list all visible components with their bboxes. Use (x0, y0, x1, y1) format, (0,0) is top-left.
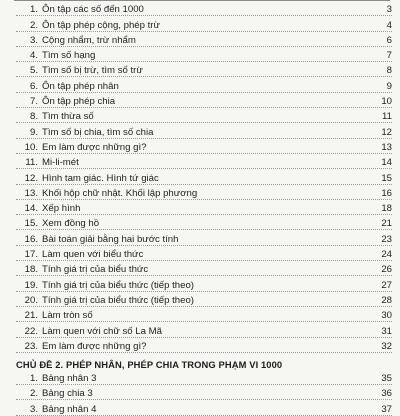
toc-entry-number: 1. (29, 4, 38, 16)
toc-entry-page: 21 (381, 218, 392, 230)
toc-entry-title: Cộng nhẩm, trừ nhẩm (42, 34, 136, 46)
toc-entry-number: 16. (24, 233, 38, 245)
toc-entry-title: Tìm số bị trừ, tìm số trừ (42, 65, 143, 77)
toc-entry-number: 13. (24, 187, 38, 199)
toc-entry-number: 11. (25, 157, 38, 169)
toc-entry-number: 3. (29, 34, 38, 46)
toc-entry-title: Bảng chia 3 (42, 388, 93, 400)
toc-entry-page: 4 (386, 19, 392, 31)
chapter-2-heading (16, 353, 392, 370)
toc-entry-number: 1. (29, 373, 38, 385)
toc-entry-number: 10. (24, 141, 38, 153)
toc-entry-page: 9 (386, 80, 392, 92)
toc-entry (16, 307, 392, 322)
toc-entry (16, 276, 392, 291)
toc-entry-number: 8. (29, 111, 38, 123)
toc-entry-number: 17. (24, 249, 38, 261)
toc-entry-title: Em làm được những gì? (42, 141, 147, 153)
toc-entry-number: 18. (24, 264, 38, 276)
toc-entry-title: Làm quen với chữ số La Mã (42, 325, 162, 337)
toc-entry-page: 23 (381, 233, 392, 245)
toc-entry-page: 3 (386, 4, 392, 16)
toc-entry (16, 338, 392, 353)
toc-entry (16, 215, 392, 230)
toc-entry-page: 35 (381, 373, 392, 385)
toc-entry-title: Xem đồng hồ (42, 218, 100, 230)
toc-entry-title: Làm tròn số (42, 310, 93, 322)
toc-entry (16, 154, 392, 169)
toc-entry-title: Tính giá trị của biểu thức (42, 264, 149, 276)
toc-entry-title: Bảng nhân 4 (42, 403, 97, 415)
toc-entry-page: 12 (381, 126, 392, 138)
toc-entry-page: 26 (381, 264, 392, 276)
toc-entry-page: 36 (381, 388, 392, 400)
toc-entry-number: 5. (29, 65, 38, 77)
toc-entry (16, 169, 392, 184)
toc-entry-page: 11 (382, 111, 392, 123)
toc-entry-number: 23. (24, 340, 38, 352)
toc-entry (16, 123, 392, 138)
toc-entry-title: Hình tam giác. Hình tứ giác (42, 172, 159, 184)
toc-entry-title: Tìm số hạng (42, 50, 96, 62)
toc-entry (16, 292, 392, 307)
toc-entry-number: 15. (24, 218, 38, 230)
toc-entry-page: 14 (381, 157, 392, 169)
toc-entry-number: 3. (29, 403, 38, 415)
toc-entry (16, 185, 392, 200)
toc-entry-title: Tính giá trị của biểu thức (tiếp theo) (42, 279, 195, 291)
toc-entry (16, 261, 392, 276)
toc-entry-title: Tính giá trị của biểu thức (tiếp theo) (42, 294, 195, 306)
toc-entry-title: Em làm được những gì? (42, 340, 147, 352)
toc-entry (16, 108, 392, 123)
chapter-2-title: CHỦ ĐỀ 2. PHÉP NHÂN, PHÉP CHIA TRONG PHẠM VI 1000 (16, 358, 283, 370)
toc-entry-title: Tìm số bị chia, tìm số chia (42, 126, 154, 138)
toc-entry-page: 32 (381, 340, 392, 352)
toc-entry-page: 27 (381, 279, 392, 291)
toc-entry-number: 21. (24, 310, 38, 322)
toc-entry (16, 139, 392, 154)
chapter-1-list (16, 1, 392, 353)
toc-entry-title: Bảng nhân 3 (42, 373, 97, 385)
toc-entry (16, 93, 392, 108)
toc-entry-page: 16 (381, 187, 392, 199)
toc-entry-title: Xếp hình (42, 203, 81, 215)
toc-entry-number: 4. (29, 50, 38, 62)
toc-entry-number: 2. (29, 388, 38, 400)
toc-entry (16, 385, 392, 400)
table-of-contents (16, 1, 392, 416)
toc-entry-title: Làm quen với biểu thức (42, 249, 144, 261)
toc-entry (16, 62, 392, 77)
toc-entry-page: 7 (386, 50, 392, 62)
toc-entry (16, 370, 392, 385)
toc-entry (16, 47, 392, 62)
toc-entry-page: 13 (381, 141, 392, 153)
toc-entry-page: 8 (386, 65, 392, 77)
toc-entry-title: Bài toán giải bằng hai bước tính (42, 233, 179, 245)
toc-entry (16, 322, 392, 337)
toc-entry-page: 10 (381, 96, 392, 108)
toc-entry-page: 37 (381, 403, 392, 415)
toc-entry-title: Ôn tập phép cộng, phép trừ (42, 19, 160, 31)
toc-entry-page: 31 (381, 325, 392, 337)
toc-entry-title: Tìm thừa số (42, 111, 94, 123)
toc-entry-title: Ôn tập các số đến 1000 (42, 4, 144, 16)
toc-entry-page: 15 (381, 172, 392, 184)
toc-entry (16, 1, 392, 16)
chapter-2-list (16, 370, 392, 416)
toc-entry-page: 28 (381, 294, 392, 306)
toc-entry-number: 19. (24, 279, 38, 291)
toc-entry-page: 6 (386, 34, 392, 46)
toc-entry-title: Ôn tập phép chia (42, 96, 116, 108)
toc-entry (16, 200, 392, 215)
toc-entry (16, 400, 392, 415)
toc-entry-number: 20. (24, 294, 38, 306)
toc-entry-number: 22. (24, 325, 38, 337)
toc-entry-page: 18 (381, 203, 392, 215)
toc-entry (16, 32, 392, 47)
toc-entry-number: 12. (24, 172, 38, 184)
toc-entry-number: 2. (29, 19, 38, 31)
toc-entry-number: 14. (24, 203, 38, 215)
toc-entry (16, 77, 392, 92)
toc-entry-number: 9. (29, 126, 38, 138)
toc-entry (16, 16, 392, 31)
toc-entry-page: 24 (381, 249, 392, 261)
toc-entry-title: Mi-li-mét (42, 157, 79, 169)
toc-entry (16, 230, 392, 245)
toc-entry (16, 246, 392, 261)
toc-entry-title: Ôn tập phép nhân (42, 80, 119, 92)
toc-entry-title: Khối hộp chữ nhật. Khối lập phương (42, 187, 198, 199)
toc-entry-number: 7. (29, 96, 38, 108)
toc-entry-number: 6. (29, 80, 38, 92)
toc-entry-page: 30 (381, 310, 392, 322)
